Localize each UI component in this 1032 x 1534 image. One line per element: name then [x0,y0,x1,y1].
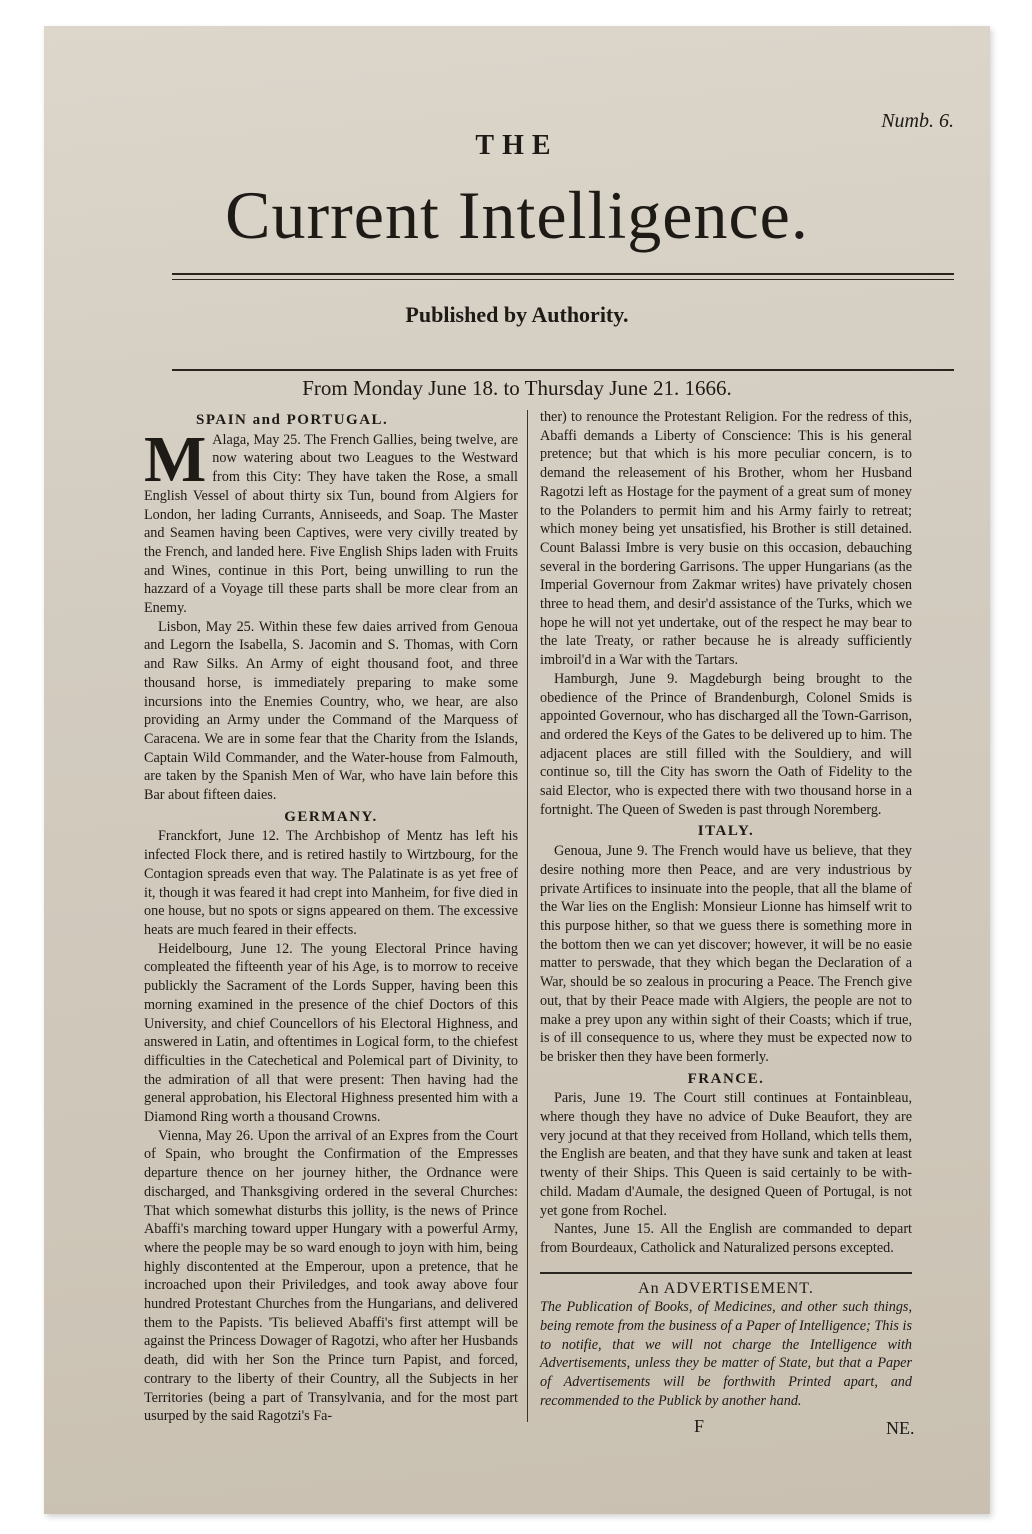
catchword-signature: F [694,1416,705,1436]
advertisement-body: The Publication of Books, of Medicines, and other such things, being remote from the business of a Paper of Intelligence; This is to notifie, that we will not charge the Intelligence with Advertisements, unless they be matter of State, but that a Paper of Advertisements will be forthwith Printed apart, and recommended to the Publick by another hand. [540,1299,912,1409]
column-divider [527,410,528,1422]
advertisement-heading: An ADVERTISEMENT. [638,1279,814,1297]
section-heading-spain-portugal: SPAIN and PORTUGAL. [196,412,389,428]
drop-cap: M [144,422,207,496]
newspaper-title: Current Intelligence. [225,177,809,253]
title-rule-double [172,279,954,280]
dateline: From Monday June 18. to Thursday June 21. 1666. [302,376,732,400]
section-heading-france: FRANCE. [687,1070,765,1087]
article-vienna: Vienna, May 26. Upon the arrival of an Expres from the Court of Spain, who brought the Confirmation of the Empresses departure thence on her journey hither, the Ordnance were discharged, and Thanksgiving ordered in the several Churches: That which somewhat disturbs this jollity, is the news of Prince Abaffi's marching toward upper Hungary with a powerful Army, where the people may be so ward enough to joyn with him, being highly discontented at the Emperour, upon a pretence, that he incroached upon their Priviledges, and took away above four hundred Protestant Churches from the Hungarians, and delivered them to the Papists. 'Tis believed Abaffi's first attempt will be against the Princess Dowager of Ragotzi, who after her Husbands death, did with her Son the Prince turn Papist, and forced, contrary to the liberty of their Country, all the Subjects in her Territories (being a part of Transylvania, and for the most part usurped by the said Ragotzi's Fa- [144,1127,518,1425]
title-rule-top [172,273,954,275]
masthead-the: THE [475,130,559,161]
article-genoua: Genoua, June 9. The French would have us believe, that they desire nothing more then Peace, and are very industrious by private Artifices to insinuate into the people, that all the blame of the War lies on the English: Monsieur Lionne has himself writ to this purpose hither, so that we guess there is something more in the bottom then we can yet discover; however, it will be no easie matter to perswade, that they which began the Declaration of a War, should be so zealous in procuring a Peace. The French give out, that by their Peace made with Algiers, the people are not to make a prey upon any within sight of their Coasts; which if true, is of ill consequence to us, where they must be expected now to be brisker then they have been formerly. [540,843,912,1065]
issue-number: Numb. 6. [881,110,954,132]
advertisement-rule [540,1272,912,1274]
article-nantes: Nantes, June 15. All the English are commanded to depart from Bourdeaux, Catholick and Naturalized persons excepted. [540,1221,912,1256]
article-franckfort: Franckfort, June 12. The Archbishop of Mentz has left his infected Flock there, and is retired hastily to Wirtzbourg, for the Contagion spreads even that way. The Palatinate is as yet free of it, though it was feared it had crept into Manheim, for five died in one house, but no spots or signs appeared on them. The excessive heats are much feared in their effects. [144,828,518,938]
right-column [540,408,912,1411]
article-malaga [144,422,518,618]
section-heading-germany: GERMANY. [284,808,378,825]
left-column [144,408,518,1426]
article-hamburgh: Hamburgh, June 9. Magdeburgh being brought to the obedience of the Prince of Brandenburgh, Colonel Smids is appointed Governour, who has discharged all the Town-Garrison, and ordered the Keys of the Gates to be delivered up to him. The adjacent places are still filled with the Souldiery, and will continue so, till the City has sworn the Oath of Fidelity to the said Elector, who is expected there with two thousand horse in a fortnight. The Queen of Sweden is past through Noremberg. [540,670,912,818]
article-vienna-continued: ther) to renounce the Protestant Religion. For the redress of this, Abaffi demands a Liberty of Conscience: This is his general pretence; but that which is his more peculiar concern, is to demand the releasement of his Brother, whom her Husband Ragotzi left as Hostage for the payment of a great sum of money to the Polanders to permit him and his Army fairly to retreat; which money being yet unsatisfied, his Brother is still detained. Count Balassi Imbre is very busie on this occasion, debauching several in the bordering Garrisons. The upper Hungarians (as the Imperial Governour from Zakmar writes) have privately chosen three to head them, and desir'd assistance of the Turks, which we hope he will not yet undertake, out of the respect he may bear to the late Treaty, or rather because he is already sufficiently imbroil'd in a War with the Tartars. [540,409,912,669]
newspaper-sheet [44,26,990,1514]
published-by-authority: Published by Authority. [405,302,629,327]
section-heading-italy: ITALY. [697,823,755,840]
article-malaga-text: Alaga, May 25. The French Gallies, being twelve, are now watering about two Leagues to the Westward from this City: They have taken the Rose, a small English Vessel of about thirty six Tun, bound from Algiers for London, her lading Currants, Anniseeds, and Soap. The Master and Seamen having been Captives, were very civilly treated by the French, and landed here. Five English Ships laden with Fruits and Wines, continue in this Port, being unwilling to run the hazzard of a Voyage till these parts shall be more clear from an Enemy. [144,431,518,617]
article-heidelbourg: Heidelbourg, June 12. The young Electoral Prince having compleated the fifteenth year of his Age, is to morrow to receive publickly the Sacrament of the Lords Supper, having been this morning examined in the presence of the chief Doctors of this University, and chief Councellors of his Electoral Highness, and answered in Latin, and oftentimes in Logical form, to the chiefest difficulties in the Catechetical and Polemical part of Divinity, to the admiration of all that were present: Then having had the general approbation, his Electoral Highness presented him with a Diamond Ring worth a thousand Crowns. [144,940,518,1126]
catchword: NE. [886,1418,915,1438]
article-lisbon: Lisbon, May 25. Within these few daies arrived from Genoua and Legorn the Isabella, S. Jacomin and S. Thomas, with Corn and Raw Silks. An Army of eight thousand foot, and three thousand horse, is immediately preparing to make some incursions into the Enemies Country, who, we hear, are also providing an Army under the Command of the Marquess of Caracena. We are in some fear that the Charity from the Islands, Captain Wild Commander, and the Water-house from Falmouth, are taken by the Spanish Men of War, who have lain before this Bar about fifteen daies. [144,618,518,804]
authority-rule [172,369,954,371]
article-paris: Paris, June 19. The Court still continues at Fontainbleau, where though they have no advice of Duke Beaufort, they are very jocund at that they received from Holland, which tells them, the English are beaten, and that they have sunk and taken at least twenty of their Ships. This Queen is said certainly to be with-child. Madam d'Aumale, the designed Queen of Portugal, is not yet gone from Rochel. [540,1090,912,1219]
